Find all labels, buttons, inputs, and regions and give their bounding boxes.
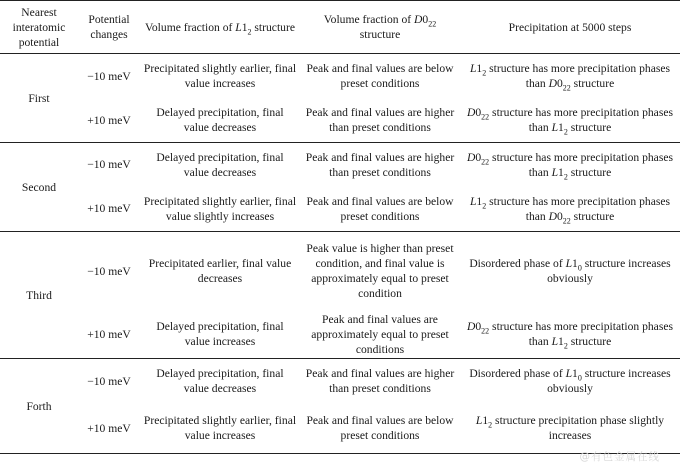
change-cell: −10 meV (87, 69, 131, 83)
table-body (0, 54, 680, 454)
l12-cell: Delayed precipitation, final value increases (140, 311, 300, 359)
precipitation-cell: $D0_{22}$ structure has more precipitation phases than $L1_2$ structure (460, 311, 680, 359)
table-row (0, 143, 680, 187)
header-d022: Volume fraction of $D0_{22}$ structure (300, 1, 460, 54)
l12-cell: Precipitated earlier, final value decreases (148, 257, 292, 286)
header-l12: Volume fraction of $L1_2$ structure (140, 1, 300, 54)
table-row (0, 99, 680, 143)
precipitation-cell: $D0_{22}$ structure has more precipitation phases than $L1_2$ structure (466, 150, 673, 182)
change-cell: +10 meV (78, 404, 140, 454)
precipitation-cell: $D0_{22}$ structure has more precipitation phases than $L1_2$ structure (460, 99, 680, 143)
potential-name-cell: Forth (0, 359, 78, 454)
l12-cell: Precipitated slightly earlier, final value increases (143, 62, 297, 91)
d022-cell: Peak and final values are below preset conditions (306, 62, 454, 91)
potential-name-cell: First (0, 54, 78, 143)
header-potential: Nearest interatomic potential (0, 1, 78, 54)
d022-cell: Peak and final values are higher than preset conditions (305, 367, 455, 396)
d022-cell: Peak and final values are higher than preset conditions (305, 150, 455, 179)
l12-cell: Precipitated slightly earlier, final value slightly increases (140, 187, 300, 232)
d022-cell: Peak and final values are higher than preset conditions (300, 99, 460, 143)
potential-name-cell: Third (0, 232, 78, 359)
table-row (0, 404, 680, 454)
change-cell: −10 meV (87, 158, 131, 172)
change-cell: +10 meV (78, 311, 140, 359)
l12-cell: Precipitated slightly earlier, final value increases (140, 404, 300, 454)
header-precipitation: Precipitation at 5000 steps (460, 1, 680, 54)
precipitation-cell: $L1_2$ structure has more precipitation phases than $D0_{22}$ structure (469, 62, 671, 93)
l12-cell: Delayed precipitation, final value decreases (140, 99, 300, 143)
watermark: @有色金属在线 (579, 451, 660, 463)
table-row (0, 54, 680, 99)
precipitation-cell: $L1_2$ structure has more precipitation phases than $D0_{22}$ structure (460, 187, 680, 232)
precipitation-cell: Disordered phase of $L1_0$ structure increases obviously (469, 367, 671, 396)
precipitation-cell: $L1_2$ structure precipitation phase slightly increases (460, 404, 680, 454)
potential-name-cell: Second (0, 143, 78, 232)
table-row (0, 232, 680, 311)
d022-cell: Peak and final values are approximately equal to preset conditions (300, 311, 460, 359)
table-header (0, 1, 680, 54)
precipitation-cell: Disordered phase of $L1_0$ structure increases obviously (469, 257, 671, 286)
d022-cell: Peak and final values are below preset conditions (300, 187, 460, 232)
table-row (0, 187, 680, 232)
l12-cell: Delayed precipitation, final value decreases (156, 150, 284, 179)
header-changes: Potential changes (78, 1, 140, 54)
table-row (0, 359, 680, 404)
d022-cell: Peak and final values are below preset conditions (300, 404, 460, 454)
table-row (0, 311, 680, 359)
change-cell: +10 meV (78, 187, 140, 232)
change-cell: −10 meV (87, 264, 131, 278)
change-cell: +10 meV (78, 99, 140, 143)
d022-cell: Peak value is higher than preset condition, and final value is approximately equal to preset condition (306, 242, 454, 301)
l12-cell: Delayed precipitation, final value decreases (156, 367, 284, 396)
change-cell: −10 meV (87, 374, 131, 388)
